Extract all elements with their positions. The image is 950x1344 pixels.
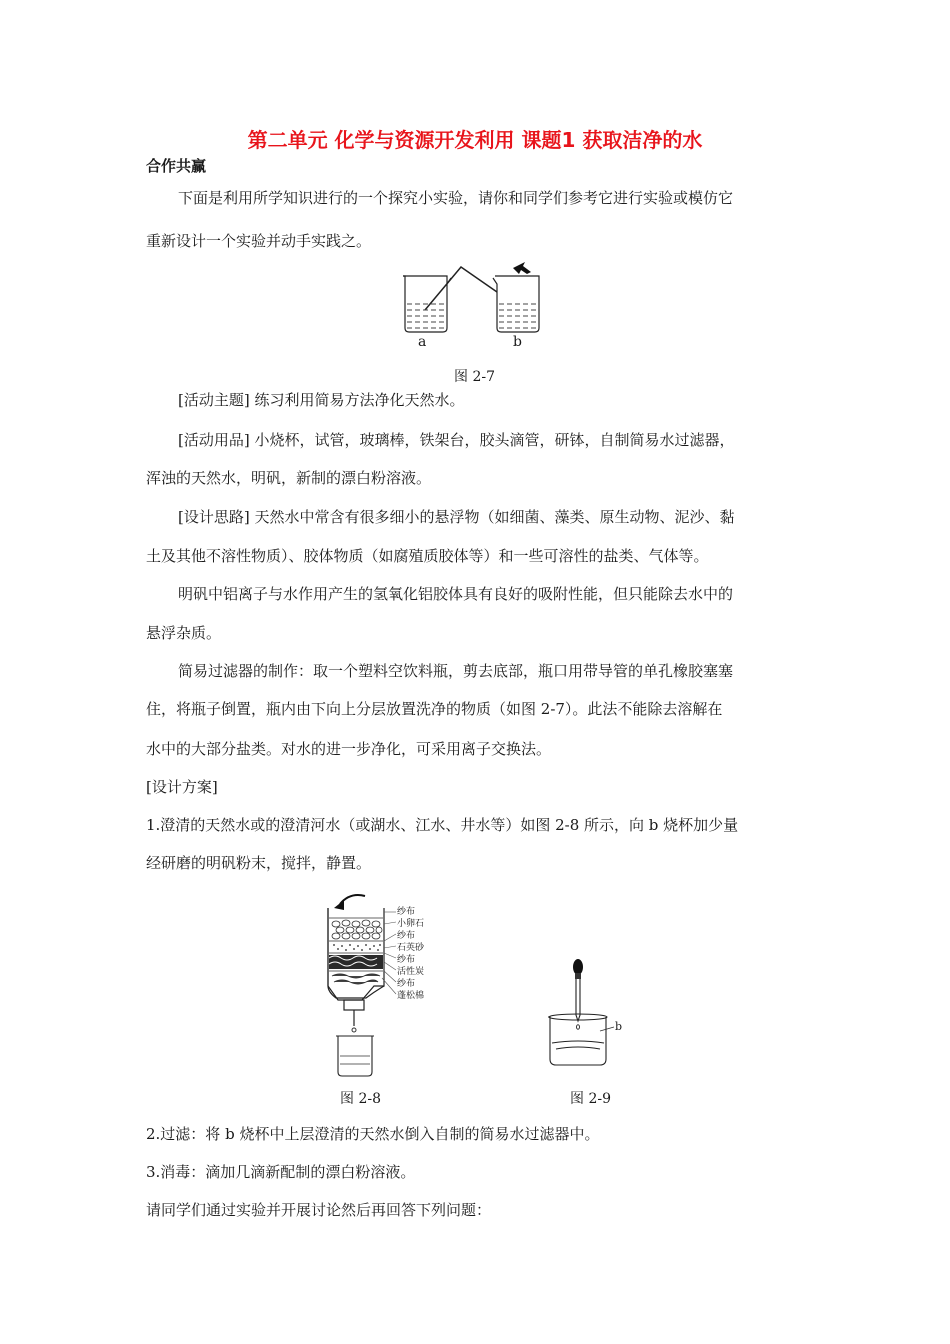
filter-layer-label: 小卵石: [397, 919, 425, 929]
arrow-icon: [513, 262, 531, 274]
section-heading: 合作共赢: [146, 157, 207, 175]
intro-line-1: 下面是利用所学知识进行的一个探究小实验，请你和同学们参考它进行实验或模仿它: [178, 189, 734, 207]
fig28-caption: 图 2-8: [340, 1091, 381, 1107]
intro-line-2: 重新设计一个实验并动手实践之。: [146, 232, 372, 250]
step3: 3.消毒：滴加几滴新配制的漂白粉溶液。: [146, 1163, 416, 1181]
filter-layer-label: 纱布: [397, 931, 416, 941]
step2: 2.过滤：将 b 烧杯中上层澄清的天然水倒入自制的简易水过滤器中。: [146, 1125, 600, 1143]
alum-note-line-1: 明矾中铝离子与水作用产生的氢氧化铝胶体具有良好的吸附性能，但只能除去水中的: [178, 585, 734, 603]
filter-making-line-2: 住，将瓶子倒置，瓶内由下向上分层放置洗净的物质（如图 2-7）。此法不能除去溶解在: [146, 700, 723, 718]
figure-2-9-diagram: [540, 955, 640, 1075]
alum-note-line-2: 悬浮杂质。: [146, 624, 222, 642]
activity-supplies-line-1: [活动用品] 小烧杯，试管，玻璃棒，铁架台，胶头滴管，研钵，自制简易水过滤器，: [178, 431, 735, 449]
filter-layer-label: 活性炭: [397, 967, 425, 977]
arrow-icon: [334, 900, 344, 910]
filter-layer-label: 蓬松棉: [397, 991, 425, 1001]
activity-theme: [活动主题] 练习利用简易方法净化天然水。: [178, 391, 465, 409]
design-idea-line-2: 土及其他不溶性物质）、胶体物质（如腐殖质胶体等）和一些可溶性的盐类、气体等。: [146, 547, 709, 565]
step1-line-2: 经研磨的明矾粉末，搅拌，静置。: [146, 854, 372, 872]
fig27-label-a: a: [418, 334, 427, 350]
filter-layer-label: 纱布: [397, 955, 416, 965]
filter-layer-label: 石英砂: [397, 943, 425, 953]
fig27-caption: 图 2-7: [454, 369, 495, 385]
filter-layer-labels: [397, 906, 457, 1002]
design-plan-heading: [设计方案]: [146, 778, 218, 796]
fig27-label-b: b: [513, 334, 522, 350]
page-title: 第二单元 化学与资源开发利用 课题1 获取洁净的水: [247, 128, 703, 152]
step1-line-1: 1.澄清的天然水或的澄清河水（或湖水、江水、井水等）如图 2-8 所示，向 b 烧杯加少量: [146, 816, 739, 834]
dropper-bulb-icon: [573, 959, 583, 975]
fig29-label-b: b: [615, 1020, 623, 1033]
filter-layer-label: 纱布: [397, 979, 416, 989]
activity-supplies-line-2: 浑浊的天然水，明矾，新制的漂白粉溶液。: [146, 469, 432, 487]
fig29-caption: 图 2-9: [570, 1091, 611, 1107]
design-idea-line-1: [设计思路] 天然水中常含有很多细小的悬浮物（如细菌、藻类、原生动物、泥沙、黏: [178, 508, 735, 526]
closing-prompt: 请同学们通过实验并开展讨论然后再回答下列问题：: [146, 1201, 492, 1219]
filter-making-line-3: 水中的大部分盐类。对水的进一步净化，可采用离子交换法。: [146, 740, 552, 758]
filter-making-line-1: 简易过滤器的制作：取一个塑料空饮料瓶，剪去底部，瓶口用带导管的单孔橡胶塞塞: [178, 662, 734, 680]
filter-layer-label: 纱布: [397, 907, 416, 917]
